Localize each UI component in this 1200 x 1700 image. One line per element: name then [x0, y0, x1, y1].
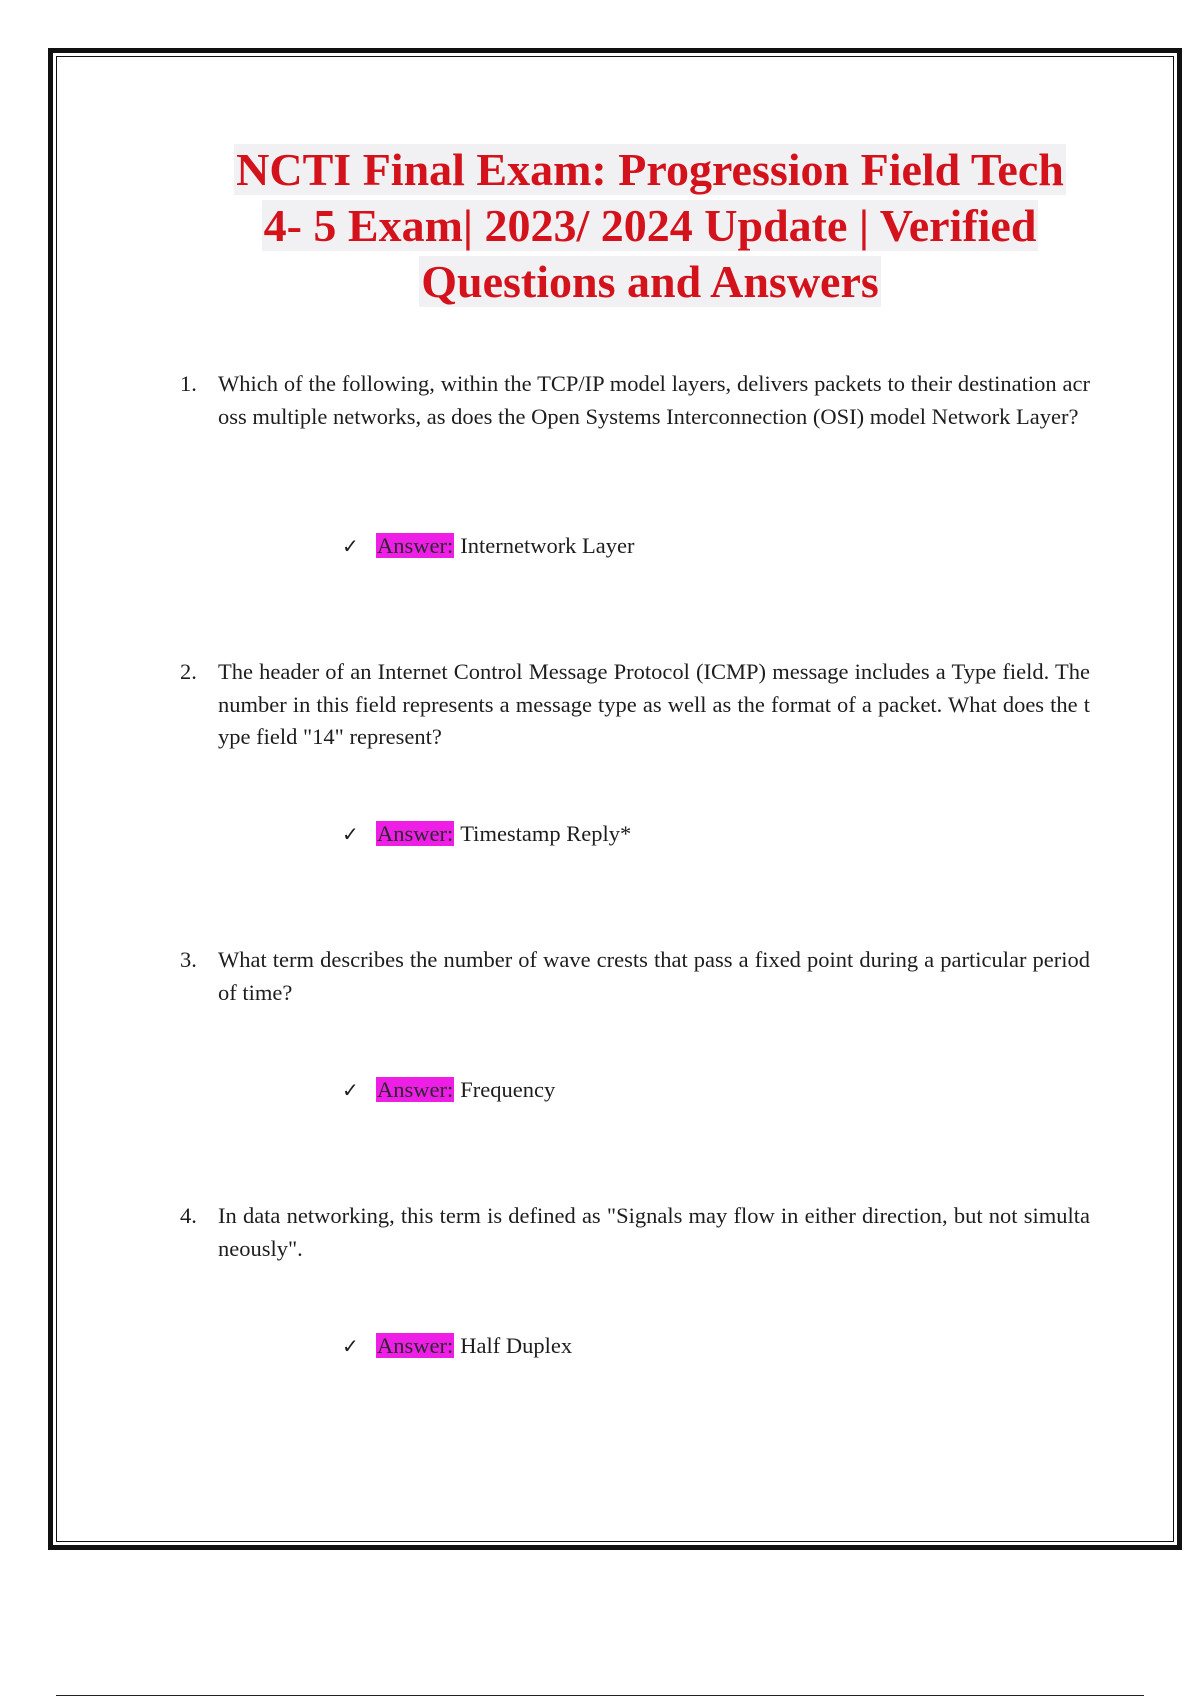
answer-label: Answer:	[377, 1333, 454, 1358]
checkmark-icon: ✓	[342, 822, 359, 846]
question-item-1	[170, 368, 1090, 558]
checkmark-icon: ✓	[342, 1078, 359, 1102]
footer-divider	[56, 1695, 1144, 1696]
answer-label: Answer:	[377, 1077, 454, 1102]
question-row	[170, 368, 1090, 433]
answer-label: Answer:	[377, 821, 454, 846]
title-line-2: 4- 5 Exam| 2023/ 2024 Update | Verified	[263, 200, 1037, 251]
question-number: 3.	[180, 947, 197, 972]
question-number: 4.	[180, 1203, 197, 1228]
answer-text: Internetwork Layer	[460, 533, 635, 558]
question-number: 1.	[180, 371, 197, 396]
checkmark-icon: ✓	[342, 534, 359, 558]
answer-text: Half Duplex	[460, 1333, 573, 1358]
answer-row	[342, 1330, 572, 1362]
question-text: In data networking, this term is defined as "Signals may flow in either direction, but not simultaneously".	[218, 1203, 1090, 1261]
question-item-3	[170, 944, 1090, 1102]
question-item-4	[170, 1200, 1090, 1358]
question-row	[170, 1200, 1090, 1265]
checkmark-icon: ✓	[342, 1334, 359, 1358]
question-text: What term describes the number of wave crests that pass a fixed point during a particular period of time?	[218, 947, 1090, 1005]
question-row	[170, 944, 1090, 1009]
question-row	[170, 656, 1090, 754]
title-line-1: NCTI Final Exam: Progression Field Tech	[236, 144, 1064, 195]
title-line-3: Questions and Answers	[421, 256, 879, 307]
answer-row	[342, 530, 635, 562]
document-title	[160, 142, 1140, 310]
question-text: Which of the following, within the TCP/IP model layers, delivers packets to their destination across multiple networks, as does the Open Systems Interconnection (OSI) model Network Layer?	[218, 371, 1090, 429]
answer-label: Answer:	[377, 533, 454, 558]
question-item-2	[170, 656, 1090, 846]
answer-row	[342, 818, 631, 850]
question-text: The header of an Internet Control Message Protocol (ICMP) message includes a Type field. The number in this field represents a message type as well as the format of a packet. What does the type field "14" represent?	[218, 659, 1090, 749]
answer-row	[342, 1074, 555, 1106]
question-number: 2.	[180, 659, 197, 684]
answer-text: Timestamp Reply*	[460, 821, 632, 846]
answer-text: Frequency	[460, 1077, 556, 1102]
